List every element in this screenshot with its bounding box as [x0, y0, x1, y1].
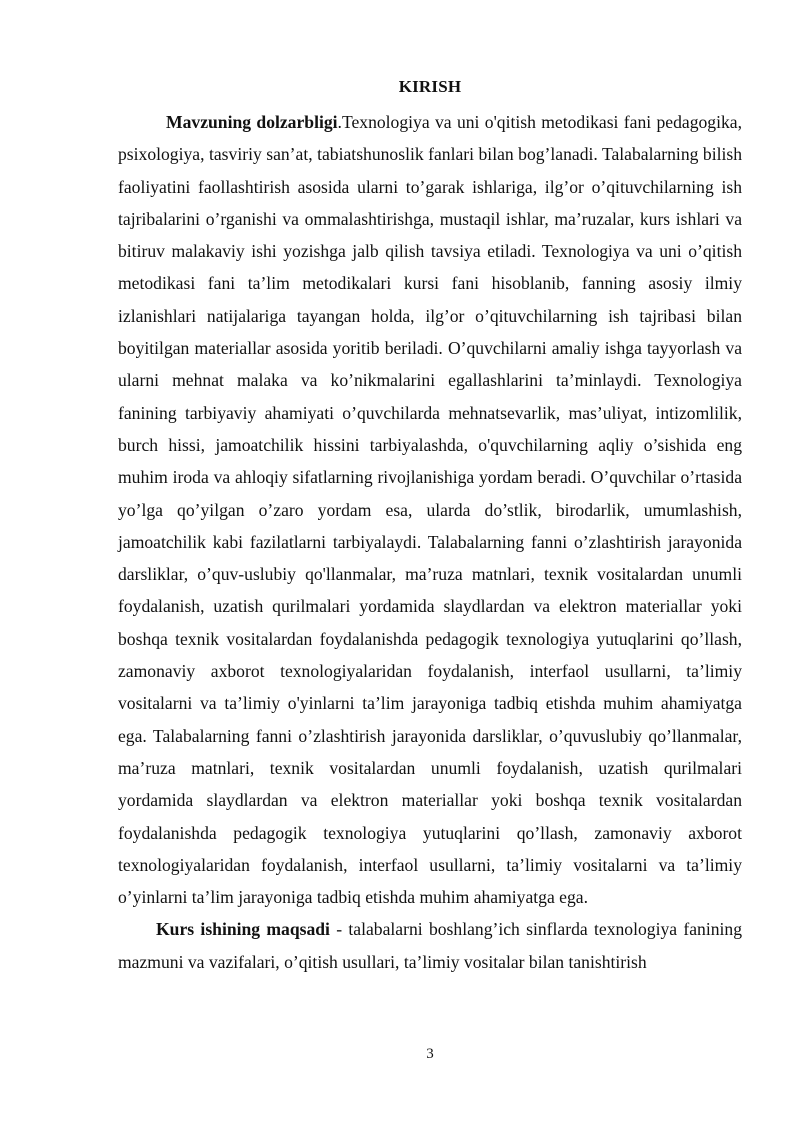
paragraph-text: - talabalarni boshlang’ich sinflarda texnologiya fanining mazmuni va vazifalari, o’qitish usullari, ta’limiy vositalar bilan tanishtirish [118, 919, 742, 972]
paragraph-goal [118, 913, 742, 978]
page-number: 3 [426, 1046, 434, 1062]
paragraph-text: .Texnologiya va uni o'qitish metodikasi fani pedagogika, psixologiya, tasviriy san’at, tabiatshunoslik fanlari bilan bog’lanadi. Talabalarning bilish faoliyatini faollashtirish asosida ularni to’garak ishlariga, ilg’or o’qituvchilarning ish tajribalarini o’rganishi va ommalashtirishga, mustaqil ishlar, ma’ruzalar, kurs ishlari va bitiruv malakaviy ishi yozishga jalb qilish tavsiya etiladi. Texnologiya va uni o’qitish metodikasi fani ta’lim metodikalari kursi fani hisoblanib, fanning asosiy ilmiy izlanishlari natijalariga tayangan holda, ilg’or o’qituvchilarning ish tajribasi bilan boyitilgan materiallar asosida yoritib beriladi. O’quvchilarni amaliy ishga tayyorlash va ularni mehnat malaka va ko’nikmalarini egallashlarini ta’minlaydi. Texnologiya fanining tarbiyaviy ahamiyati o’quvchilarda mehnatsevarlik, mas’uliyat, intizomlilik, burch hissi, jamoatchilik hissini tarbiyalashda, o'quvchilarning aqliy o’sishida eng muhim iroda va ahloqiy sifatlarning rivojlanishiga yordam beradi. O’quvchilar o’rtasida yo’lga qo’yilgan o’zaro yordam esa, ularda do’stlik, birodarlik, umumlashish, jamoatchilik kabi fazilatlarni tarbiyalaydi. Talabalarning fanni o’zlashtirish jarayonida darsliklar, o’quv-uslubiy qo'llanmalar, ma’ruza matnlari, texnik vositalardan unumli foydalanish, uzatish qurilmalari yordamida slaydlardan va elektron materiallar yoki boshqa texnik vositalardan foydalanishda pedagogik texnologiya yutuqlarini qo’llash, zamonaviy axborot texnologiyalaridan foydalanish, interfaol usullarni, ta’limiy vositalarni va ta’limiy o'yinlarni ta’lim jarayoniga tadbiq etishda muhim ahamiyatga ega. Talabalarning fanni o’zlashtirish jarayonida darsliklar, o’quvuslubiy qo’llanmalar, ma’ruza matnlari, texnik vositalardan unumli foydalanish, uzatish qurilmalari yordamida slaydlardan va elektron materiallar yoki boshqa texnik vositalardan foydalanishda pedagogik texnologiya yutuqlarini qo’llash, zamonaviy axborot texnologiyalaridan foydalanish, interfaol usullarni, ta’limiy vositalarni va ta’limiy o’yinlarni ta’lim jarayoniga tadbiq etishda muhim ahamiyatga ega. [118, 112, 742, 908]
document-body [118, 106, 742, 978]
paragraph-relevance [118, 106, 742, 913]
paragraph-lead: Kurs ishining maqsadi [156, 919, 330, 940]
paragraph-lead: Mavzuning dolzarbligi [166, 112, 338, 132]
page-title: KIRISH [398, 77, 462, 96]
